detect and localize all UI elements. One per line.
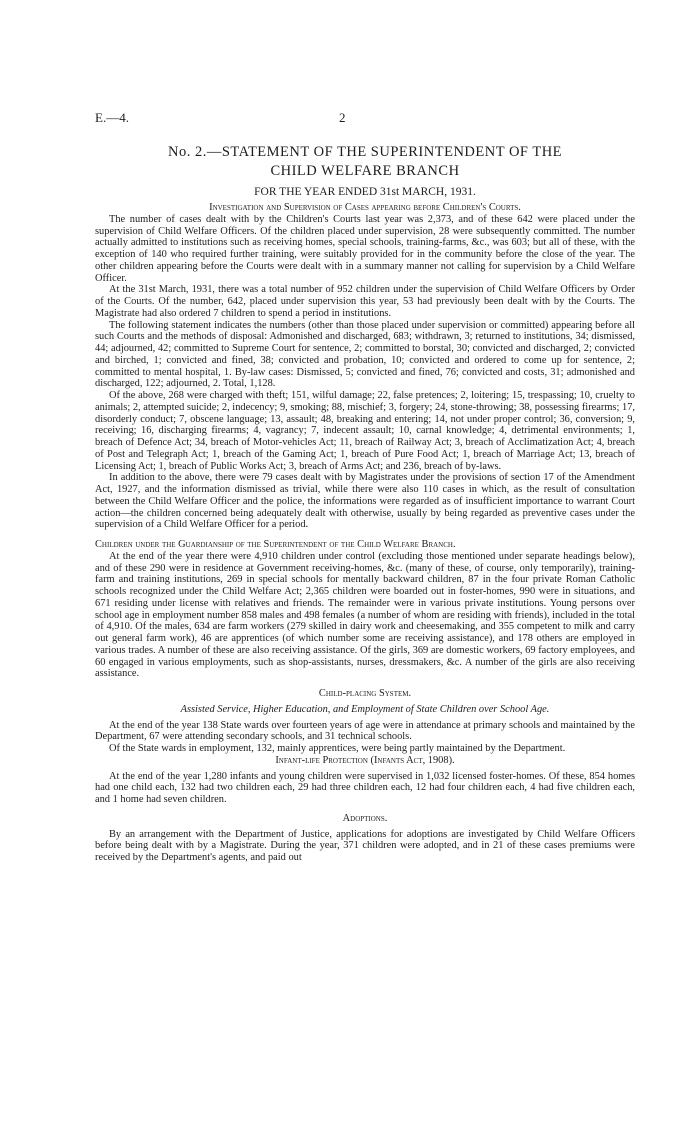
title-subtitle: FOR THE YEAR ENDED 31st MARCH, 1931. <box>254 186 476 198</box>
paragraph: Of the State wards in employment, 132, mainly apprentices, were being partly maintained by the Department. <box>109 743 566 754</box>
paragraph: By an arrangement with the Department of Justice, applications for adoptions are investigated by Child Welfare Officers before being dealt with by a Magistrate. During the year, 371 children were adopted, and in 21 of these cases premiums were received by the Department's agents, and paid out <box>95 828 635 863</box>
title-line-1: No. 2.—STATEMENT OF THE SUPERINTENDENT OF THE <box>167 144 563 160</box>
section-heading-child-placing: Child-placing System. <box>318 688 412 699</box>
text-column <box>95 143 635 864</box>
section-subheading-assisted-service: Assisted Service, Higher Education, and Employment of State Children over School Age. <box>180 703 550 715</box>
paragraph: At the 31st March, 1931, there was a total number of 952 children under the supervision of Child Welfare Officers by Order of the Courts. Of the number, 642, placed under supervision this year, 53 had previously been dealt with by the Courts. The Magistrate had also ordered 7 children to spend a period in institutions. <box>95 284 635 319</box>
section-heading-investigation: Investigation and Supervision of Cases appearing before Children's Courts. <box>209 202 521 213</box>
paragraph: The number of cases dealt with by the Children's Courts last year was 2,373, and of these 642 were placed under the supervision of Child Welfare Officers. Of the children placed under supervision, 28 were subsequently committed. The number actually admitted to institutions such as receiving homes, special schools, training-farms, &c., was 603; but all of these, with the exception of 140 who required further training, were suitably provided for in the community before the close of the year. The other children appearing before the Courts were dealt with in a summary manner not calling for supervision by a Child Welfare Officer. <box>95 213 635 284</box>
paragraph: In addition to the above, there were 79 cases dealt with by Magistrates under the provisions of section 17 of the Amendment Act, 1927, and the information dismissed as trivial, while there were also 110 cases in which, as the result of consultation between the Child Welfare Officer and the police, the informations were regarded as of insufficient importance to warrant Court action—the children concerned being adequately dealt with otherwise, usually by being regarded as preventive cases under the supervision of a Child Welfare Officer for a period. <box>95 472 635 531</box>
paragraph: The following statement indicates the numbers (other than those placed under supervision or committed) appearing before all such Courts and the methods of disposal: Admonished and discharged, 683; withdrawn, 3; returned to institutions, 34; dismissed, 44; adjourned, 42; committed to Supreme Court for sentence, 2; committed to borstal, 30; convicted and discharged, 2; convicted and birched, 1; convicted and fined, 38; convicted and probation, 10; convicted and ordered to come up for sentence, 2; committed to mental hospital, 1. By-law cases: Dismissed, 5; convicted and fined, 76; convicted and costs, 31; admonished and discharged, 122; adjourned, 2. Total, 1,128. <box>95 319 635 390</box>
section-heading-infant-life: Infant-life Protection (Infants Act, 1908). <box>275 754 455 766</box>
paragraph: At the end of the year 1,280 infants and young children were supervised in 1,032 licensed foster-homes. Of these, 854 homes had one child each, 132 had two children each, 29 had three children each, 12 had four children each, 4 had five children each, and 1 home had seven children. <box>95 770 635 805</box>
paragraph: At the end of the year 138 State wards over fourteen years of age were in attendance at primary schools and maintained by the Department, 67 were attending secondary schools, and 31 technical schools. <box>95 719 635 743</box>
report-reference: E.—4. <box>95 110 129 125</box>
title-line-2: CHILD WELFARE BRANCH <box>270 163 460 179</box>
page-number: 2 <box>339 110 346 125</box>
paragraph: At the end of the year there were 4,910 children under control (excluding those mentioned under separate headings below), and of these 290 were in residence at Government receiving-homes, &c. (many of these, of course, only temporarily), training-farm and training institutions, 269 in special schools for mentally backward children, 87 in the four private Roman Catholic schools recognized under the Child Welfare Act; 2,365 children were boarded out in foster-homes, 990 were in situations, and 671 residing under license with relatives and friends. The remainder were in various private institutions. Young persons over school age in employment number 858 males and 498 females (a number of whom are residing with friends), included in the total of 4,910. Of the males, 634 are farm workers (279 skilled in dairy work and cheesemaking, and 355 competent to milk and carry out general farm work), 46 are apprentices (of which number some are receiving assistance), and 178 others are employed in various trades. A number of these are also receiving assistance. Of the girls, 369 are domestic workers, 69 factory employees, and 60 engaged in various employments, such as shop-assistants, nurses, dressmakers, &c. A number of the girls are also receiving assistance. <box>95 550 635 680</box>
section-heading-adoptions: Adoptions. <box>342 812 388 824</box>
section-heading-guardianship: Children under the Guardianship of the Superintendent of the Child Welfare Branch. <box>95 539 456 550</box>
paragraph: Of the above, 268 were charged with theft; 151, wilful damage; 22, false pretences; 2, loitering; 15, trespassing; 10, cruelty to animals; 2, attempted suicide; 2, indecency; 9, smoking; 88, mischief; 3, forgery; 24, stone-throwing; 38, possessing firearms; 17, disorderly conduct; 7, obscene language; 13, assault; 48, breaking and entering; 14, not under proper control; 36, conversion; 9, receiving; 16, discharging firearms; 4, vagrancy; 7, indecent assault; 10, carnal knowledge; 4, detrimental environments; 1, breach of Defence Act; 34, breach of Motor-vehicles Act; 11, breach of Railway Act; 3, breach of Acclimatization Act; 4, breach of Post and Telegraph Act; 1, breach of the Gaming Act; 1, breach of Pure Food Act; 1, breach of Marriage Act; 13, breach of Licensing Act; 1, breach of Public Works Act; 3, breach of Arms Act; and 236, breach of by-laws. <box>95 390 635 472</box>
